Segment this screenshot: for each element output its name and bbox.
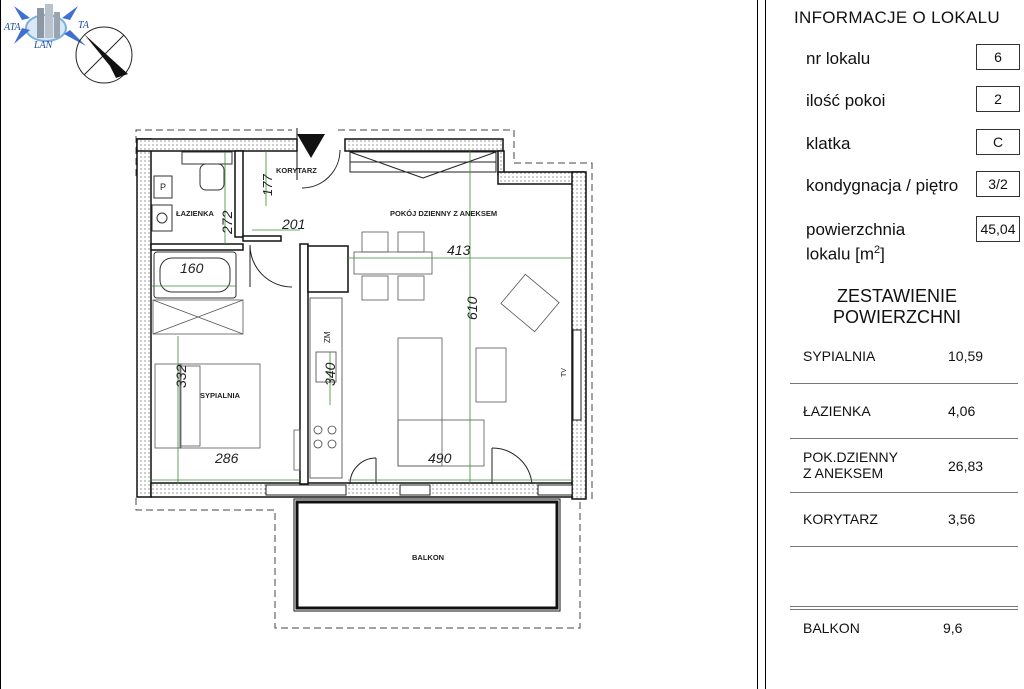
- info-value-staircase: C: [976, 129, 1020, 155]
- info-label-area: [806, 219, 905, 265]
- room-label-living: POKÓJ DZIENNY Z ANEKSEM: [390, 209, 498, 218]
- bathroom-p-label: P: [160, 182, 167, 192]
- living-furniture: [354, 232, 559, 466]
- summary-divider: [790, 492, 1018, 493]
- room-label-balcony: BALKON: [412, 553, 445, 562]
- dimension-177: 177: [260, 174, 275, 196]
- logo-text-left: ATA: [4, 22, 21, 33]
- summary-value-balcony: 9,6: [943, 620, 963, 636]
- summary-title-line1: ZESTAWIENIE: [836, 286, 957, 306]
- windows: [266, 152, 581, 495]
- summary-label-living-line2: Z ANEKSEM: [803, 465, 884, 481]
- outer-dashed-outline: [136, 130, 592, 628]
- kitchen-zm-label: ZM: [323, 331, 332, 343]
- summary-divider: [790, 546, 1018, 547]
- summary-label-living-line1: POK.DZIENNY: [803, 449, 898, 465]
- info-value-area: 45,04: [976, 216, 1020, 242]
- room-label-bathroom: ŁAZIENKA: [176, 209, 214, 218]
- room-label-bedroom: SYPIALNIA: [200, 391, 241, 400]
- summary-value-corridor: 3,56: [948, 511, 976, 527]
- info-label-area-line1: powierzchnia: [806, 220, 906, 239]
- info-label-floor: kondygnacja / piętro: [806, 176, 959, 195]
- summary-total-divider: [790, 609, 1018, 610]
- summary-label-corridor: KORYTARZ: [803, 511, 878, 527]
- summary-value-bathroom: 4,06: [948, 403, 976, 419]
- info-label-area-end: ]: [880, 244, 885, 264]
- dimension-332: 332: [173, 364, 189, 388]
- info-value-unit-number: 6: [976, 44, 1020, 70]
- dimension-201: 201: [282, 216, 306, 232]
- logo-text-bottom: LAN: [34, 40, 53, 51]
- summary-label-balcony: BALKON: [803, 620, 860, 636]
- info-panel-left-divider: [765, 0, 766, 689]
- summary-title-line2: POWIERZCHNI: [833, 307, 961, 327]
- dimension-lines: [151, 151, 572, 484]
- dimension-413: 413: [447, 242, 471, 258]
- info-label-staircase: klatka: [806, 134, 851, 153]
- summary-label-bathroom: ŁAZIENKA: [803, 403, 871, 419]
- summary-value-bedroom: 10,59: [948, 348, 984, 364]
- dimension-340: 340: [322, 362, 338, 386]
- info-title: INFORMACJE O LOKALU: [794, 8, 1000, 27]
- info-label-rooms: ilość pokoi: [806, 91, 886, 110]
- summary-label-bedroom: SYPIALNIA: [803, 348, 876, 364]
- door-swings: [250, 150, 532, 484]
- kitchen-unit: [310, 298, 342, 478]
- summary-total-divider: [790, 606, 1018, 607]
- tv-label: TV: [561, 368, 568, 377]
- summary-divider: [790, 383, 1018, 384]
- room-label-corridor: KORYTARZ: [276, 166, 317, 175]
- plan-frame-right-divider: [757, 0, 758, 689]
- info-value-rooms: 2: [976, 86, 1020, 112]
- dimension-272: 272: [219, 210, 235, 234]
- info-label-unit-number: nr lokalu: [806, 49, 871, 68]
- dimension-610: 610: [464, 296, 480, 320]
- dimension-286: 286: [215, 450, 239, 466]
- summary-value-living: 26,83: [948, 458, 984, 474]
- info-value-floor: 3/2: [976, 171, 1020, 197]
- logo-text-right: TA: [78, 20, 89, 31]
- info-label-area-line2: lokalu [m: [806, 244, 875, 264]
- info-label-area-sup: 2: [874, 244, 881, 256]
- summary-divider: [790, 438, 1018, 439]
- summary-title: [792, 286, 1002, 328]
- dimension-160: 160: [180, 260, 204, 276]
- summary-label-living: [803, 449, 898, 481]
- dimension-490: 490: [428, 450, 452, 466]
- entrance-arrow-icon: [297, 134, 325, 158]
